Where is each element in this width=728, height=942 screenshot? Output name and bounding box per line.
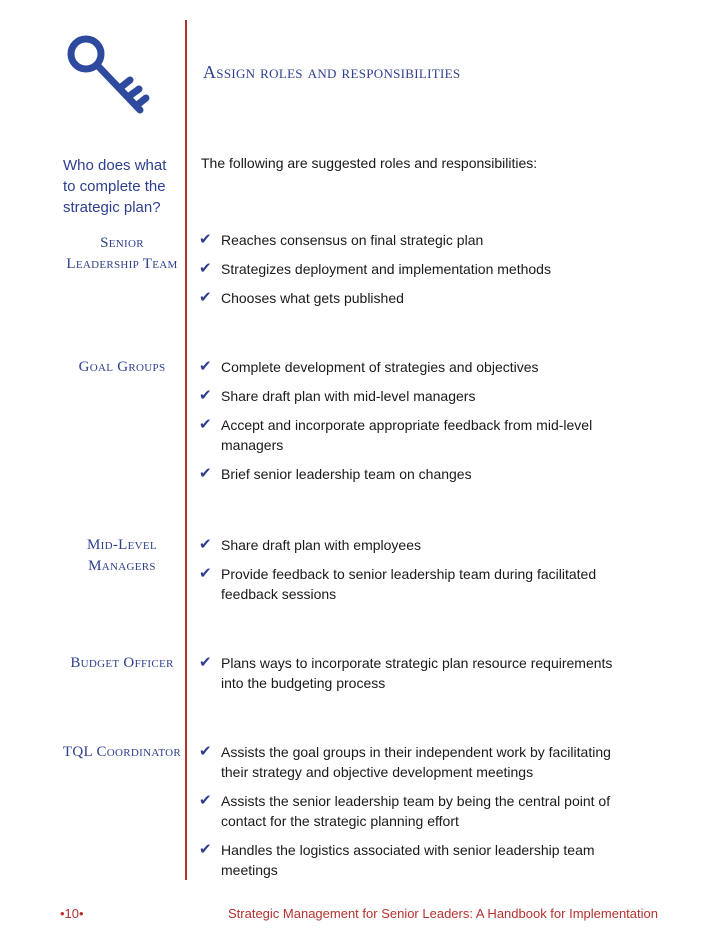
footer-book-title: Strategic Management for Senior Leaders: A Handbook for Implementation <box>228 906 658 921</box>
check-icon: ✔ <box>199 416 212 433</box>
vertical-divider <box>185 20 187 880</box>
list-item: ✔ Share draft plan with employees <box>199 536 421 553</box>
check-icon: ✔ <box>199 654 212 671</box>
list-item: ✔ Strategizes deployment and implementation methods <box>199 260 551 277</box>
list-budget-officer <box>199 653 619 702</box>
check-icon: ✔ <box>199 260 212 277</box>
list-item: ✔ Plans ways to incorporate strategic plan resource requirements into the budgeting process <box>199 654 613 691</box>
check-icon: ✔ <box>199 231 212 248</box>
intro-text: The following are suggested roles and responsibilities: <box>201 155 538 171</box>
check-icon: ✔ <box>199 841 212 858</box>
check-icon: ✔ <box>199 289 212 306</box>
list-item: ✔ Share draft plan with mid-level managers <box>199 387 476 404</box>
list-item: ✔ Accept and incorporate appropriate feedback from mid-level managers <box>199 416 593 453</box>
role-mid-level-managers: Mid-Level Managers <box>87 537 157 574</box>
list-mid-level-managers <box>199 535 619 613</box>
check-icon: ✔ <box>199 358 212 375</box>
list-item: ✔ Handles the logistics associated with senior leadership team meetings <box>199 841 595 878</box>
list-item: ✔ Brief senior leadership team on changes <box>199 465 472 482</box>
list-item: ✔ Assists the goal groups in their independent work by facilitating their strategy and objective development meetings <box>199 743 611 780</box>
list-item: ✔ Provide feedback to senior leadership team during facilitated feedback sessions <box>199 565 597 602</box>
list-item: ✔ Assists the senior leadership team by being the central point of contact for the strategic planning effort <box>199 792 611 829</box>
list-goal-groups <box>199 357 619 493</box>
check-icon: ✔ <box>199 792 212 809</box>
role-budget-officer: Budget Officer <box>70 655 174 671</box>
role-senior-leadership-team: Senior Leadership Team <box>66 235 178 272</box>
list-tql-coordinator <box>199 742 619 889</box>
role-tql-coordinator: TQL Coordinator <box>62 744 182 760</box>
key-icon <box>62 30 172 130</box>
list-senior-leadership-team <box>199 230 619 317</box>
role-goal-groups: Goal Groups <box>78 359 166 375</box>
check-icon: ✔ <box>199 465 212 482</box>
check-icon: ✔ <box>199 387 212 404</box>
check-icon: ✔ <box>199 536 212 553</box>
list-item: ✔ Chooses what gets published <box>199 289 404 306</box>
check-icon: ✔ <box>199 565 212 582</box>
question-heading: Who does what to complete the strategic plan? <box>63 157 167 216</box>
list-item: ✔ Complete development of strategies and objectives <box>199 358 539 375</box>
section-title: Assign roles and responsibilities <box>203 62 461 82</box>
list-item: ✔ Reaches consensus on final strategic plan <box>199 231 484 248</box>
page-number: •10• <box>60 906 84 921</box>
check-icon: ✔ <box>199 743 212 760</box>
